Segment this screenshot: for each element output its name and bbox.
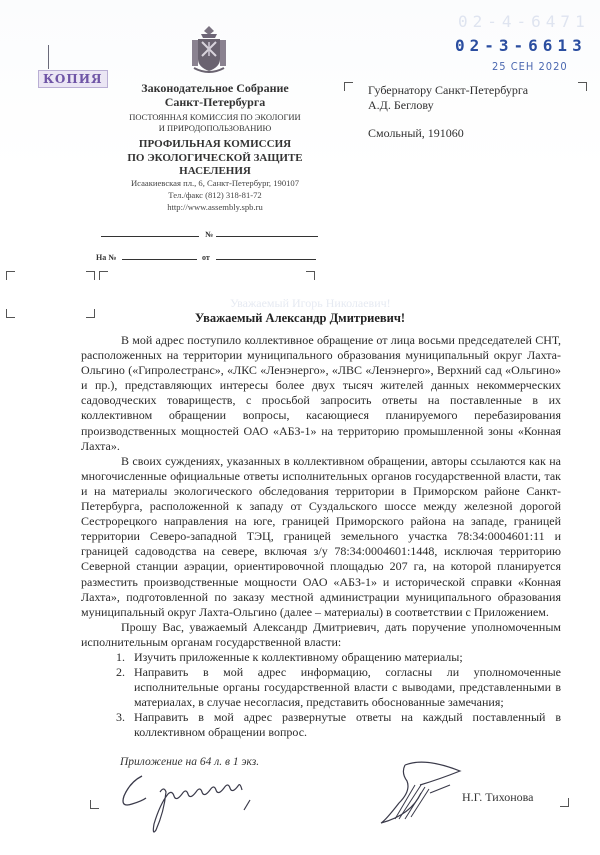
salutation: Уважаемый Александр Дмитриевич! bbox=[194, 311, 406, 325]
letterhead-phone: Тел./факс (812) 318-81-72 bbox=[168, 190, 262, 200]
copy-stamp-leader-line bbox=[48, 45, 49, 69]
body-paragraph-3: Прошу Вас, уважаемый Александр Дмитриевич, дать поручение уполномоченным исполнительным органам государственной власти: bbox=[81, 619, 561, 649]
signature bbox=[375, 755, 465, 840]
addressee-name: А.Д. Беглову bbox=[368, 98, 434, 112]
org-name-line1: Законодательное Собрание bbox=[141, 81, 289, 95]
addressee-title: Губернатору Санкт-Петербурга bbox=[368, 83, 529, 97]
profile-commission-name bbox=[100, 138, 330, 179]
request-item-1: 1. Изучить приложенные к коллективному обращению материалы; bbox=[128, 650, 561, 665]
copy-stamp: КОПИЯ bbox=[38, 70, 108, 88]
committee-line1: ПОСТОЯННАЯ КОМИССИЯ ПО ЭКОЛОГИИ bbox=[129, 112, 301, 122]
letterhead-contacts bbox=[100, 177, 330, 213]
handwritten-closing bbox=[120, 770, 270, 845]
committee-name bbox=[100, 112, 330, 134]
org-name bbox=[100, 81, 330, 109]
signature-bracket-left bbox=[90, 800, 99, 809]
body-paragraph-1: В мой адрес поступило коллективное обращение от лица восьми председателей СНТ, расположенных на территории муниципального образования муниципальный округ Лахта-Ольгино («Гипролестранс», «ЛКС «Ленэнерго», «ЛВС «Ленэнерго», Верхний сад «Ольгино» и пр.), представляющих интересы более двух тысяч жителей данных некоммерческих садоводческих товариществ, с просьбой запросить ответы на поставленные в их коллективном обращении вопросы, касающиеся планируемого перебазирования производственных мощностей ОАО «АБЗ-1» на территорию промышленной зоны «Конная Лахта». bbox=[81, 333, 561, 453]
request-item-3: 3. Направить в мой адрес развернутые ответы на каждый поставленный в коллективном обращении вопрос. bbox=[128, 710, 561, 740]
body-paragraph-2: В своих суждениях, указанных в коллективном обращении, авторы ссылаются как на многочисленные официальные ответы исполнительных органов государственной власти, так и на материалы экологического обследования территории в Приморском районе Санкт-Петербурга, расположенной к западу от Суздальского шоссе между железной дорогой Сестрорецкого направления на юге, границей Приморского района на западе, границей территории Северо-западной ТЭЦ, границей земельного участка 78:34:0004601:11 и границей садоводства на севере, включая з/у 78:34:0004601:1448, исключая территорию Северной станции аэрации, ориентировочной площадью 207 га, на которой планируется разместить производственные мощности ОАО «АБЗ-1» и исторической справки «Конная Лахта», подготовленной по заказу местной администрации муниципального образования муниципальный округ Лахта-Ольгино (далее – материалы) в соответствии с Приложением. bbox=[81, 453, 561, 619]
coat-of-arms-icon bbox=[188, 24, 230, 76]
addressee-block bbox=[368, 83, 528, 113]
outgoing-date-line bbox=[101, 236, 199, 237]
body-bracket-top-left-a bbox=[86, 271, 95, 280]
annex-note: Приложение на 64 л. в 1 экз. bbox=[120, 756, 260, 768]
signer-name: Н.Г. Тихонова bbox=[462, 790, 534, 804]
reply-number-label: На № bbox=[96, 253, 117, 262]
letter-body bbox=[81, 333, 561, 741]
registration-number-stamp: 02-3-6613 bbox=[455, 36, 587, 55]
committee-line2: И ПРИРОДОПОЛЬЗОВАНИЮ bbox=[158, 123, 272, 133]
outgoing-number-line bbox=[216, 236, 318, 237]
margin-bracket-top-left bbox=[6, 271, 15, 280]
request-item-2: 2. Направить в мой адрес информацию, согласны ли уполномоченные исполнительные органы государственной власти с выводами, представленными в материалах, в случае несогласия, представить обоснованные замечания; bbox=[128, 665, 561, 710]
letterhead-address: Исаакиевская пл., 6, Санкт-Петербург, 190107 bbox=[130, 178, 300, 188]
ghost-registration-number: 02-4-6471 bbox=[458, 12, 590, 31]
outgoing-number-label: № bbox=[205, 230, 214, 239]
letterhead-website: http://www.assembly.spb.ru bbox=[167, 202, 263, 212]
reply-date-line bbox=[216, 259, 316, 260]
bleed-through-salutation: Уважаемый Игорь Николаевич! bbox=[230, 296, 391, 310]
profile-line3: НАСЕЛЕНИЯ bbox=[179, 165, 251, 177]
profile-line2: ПО ЭКОЛОГИЧЕСКОЙ ЗАЩИТЕ bbox=[127, 151, 303, 164]
reply-number-line bbox=[122, 259, 197, 260]
signature-bracket-right bbox=[560, 798, 569, 807]
addressee-address: Смольный, 191060 bbox=[368, 126, 464, 140]
org-name-line2: Санкт-Петербурга bbox=[164, 95, 266, 109]
registration-date-stamp: 25 СЕН 2020 bbox=[492, 60, 568, 73]
profile-line1: ПРОФИЛЬНАЯ КОМИССИЯ bbox=[138, 138, 292, 150]
body-bracket-top-right bbox=[306, 271, 315, 280]
address-bracket-top-right bbox=[578, 82, 587, 91]
body-bracket-top-left-b bbox=[99, 271, 108, 280]
address-bracket-top-left bbox=[344, 82, 353, 91]
reply-from-label: от bbox=[202, 253, 210, 262]
request-list bbox=[81, 650, 561, 741]
